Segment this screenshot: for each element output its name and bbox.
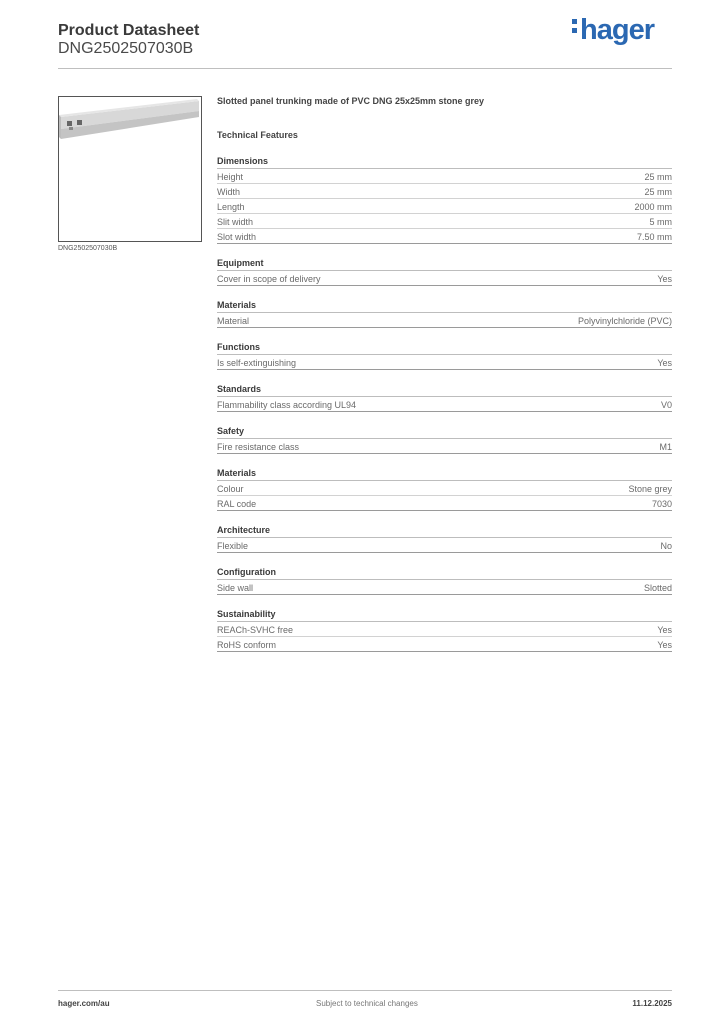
section-title: Materials [217,300,672,313]
feature-section [217,258,672,286]
hager-logo [572,14,654,47]
feature-label: REACh-SVHC free [217,625,294,635]
feature-row [217,315,672,328]
feature-label: Length [217,202,245,212]
feature-row [217,216,672,229]
product-code: DNG2502507030B [58,40,194,57]
logo-dots-icon [572,15,580,37]
section-title: Functions [217,342,672,355]
feature-value: Yes [657,274,672,284]
feature-value: Slotted [643,583,672,593]
section-title: Equipment [217,258,672,271]
section-title: Materials [217,468,672,481]
feature-section [217,342,672,370]
feature-label: Width [217,187,241,197]
page-title: Product Datasheet [58,22,200,39]
feature-label: Height [217,172,244,182]
feature-label: Fire resistance class [217,442,300,452]
feature-value: 5 mm [649,217,672,227]
feature-value: 25 mm [644,187,672,197]
feature-section [217,609,672,652]
product-title: Slotted panel trunking made of PVC DNG 25x25mm stone grey [217,96,485,106]
feature-value: No [660,541,672,551]
feature-section [217,426,672,454]
feature-section [217,468,672,511]
logo-text: hager [580,14,654,46]
section-title: Sustainability [217,609,672,622]
feature-section [217,384,672,412]
section-title: Dimensions [217,156,672,169]
feature-label: Side wall [217,583,254,593]
feature-value: M1 [659,442,672,452]
feature-value: Yes [657,625,672,635]
footer-notice: Subject to technical changes [316,999,418,1008]
feature-value: 2000 mm [634,202,672,212]
feature-label: Slit width [217,217,254,227]
feature-label: Is self-extinguishing [217,358,297,368]
section-title: Architecture [217,525,672,538]
feature-label: Colour [217,484,244,494]
feature-row [217,483,672,496]
feature-label: Flammability class according UL94 [217,400,357,410]
feature-row [217,171,672,184]
footer-divider [58,990,672,991]
feature-label: Flexible [217,541,249,551]
datasheet-content [217,96,672,654]
feature-row [217,624,672,637]
feature-sections [217,156,672,652]
section-title: Safety [217,426,672,439]
section-title: Standards [217,384,672,397]
feature-value: 7030 [651,499,672,509]
footer-date: 11.12.2025 [632,999,672,1008]
header-divider [58,68,672,69]
feature-value: Stone grey [628,484,672,494]
product-image [58,96,202,242]
feature-row [217,201,672,214]
feature-row [217,540,672,553]
feature-section [217,156,672,244]
feature-value: V0 [660,400,672,410]
feature-label: Slot width [217,232,257,242]
feature-row [217,639,672,652]
feature-value: 7.50 mm [636,232,672,242]
feature-value: 25 mm [644,172,672,182]
feature-label: RAL code [217,499,257,509]
feature-row [217,441,672,454]
feature-row [217,582,672,595]
feature-row [217,186,672,199]
trunking-illustration-icon [59,97,201,241]
feature-value: Yes [657,358,672,368]
section-title: Configuration [217,567,672,580]
feature-value: Polyvinylchloride (PVC) [577,316,672,326]
feature-value: Yes [657,640,672,650]
feature-section [217,525,672,553]
feature-section [217,567,672,595]
footer-website: hager.com/au [58,999,110,1008]
feature-label: RoHS conform [217,640,277,650]
feature-row [217,498,672,511]
feature-section [217,300,672,328]
technical-features-heading: Technical Features [217,130,298,140]
image-caption: DNG2502507030B [58,245,118,252]
feature-label: Cover in scope of delivery [217,274,321,284]
feature-row [217,357,672,370]
feature-row [217,273,672,286]
feature-label: Material [217,316,250,326]
feature-row [217,399,672,412]
feature-row [217,231,672,244]
